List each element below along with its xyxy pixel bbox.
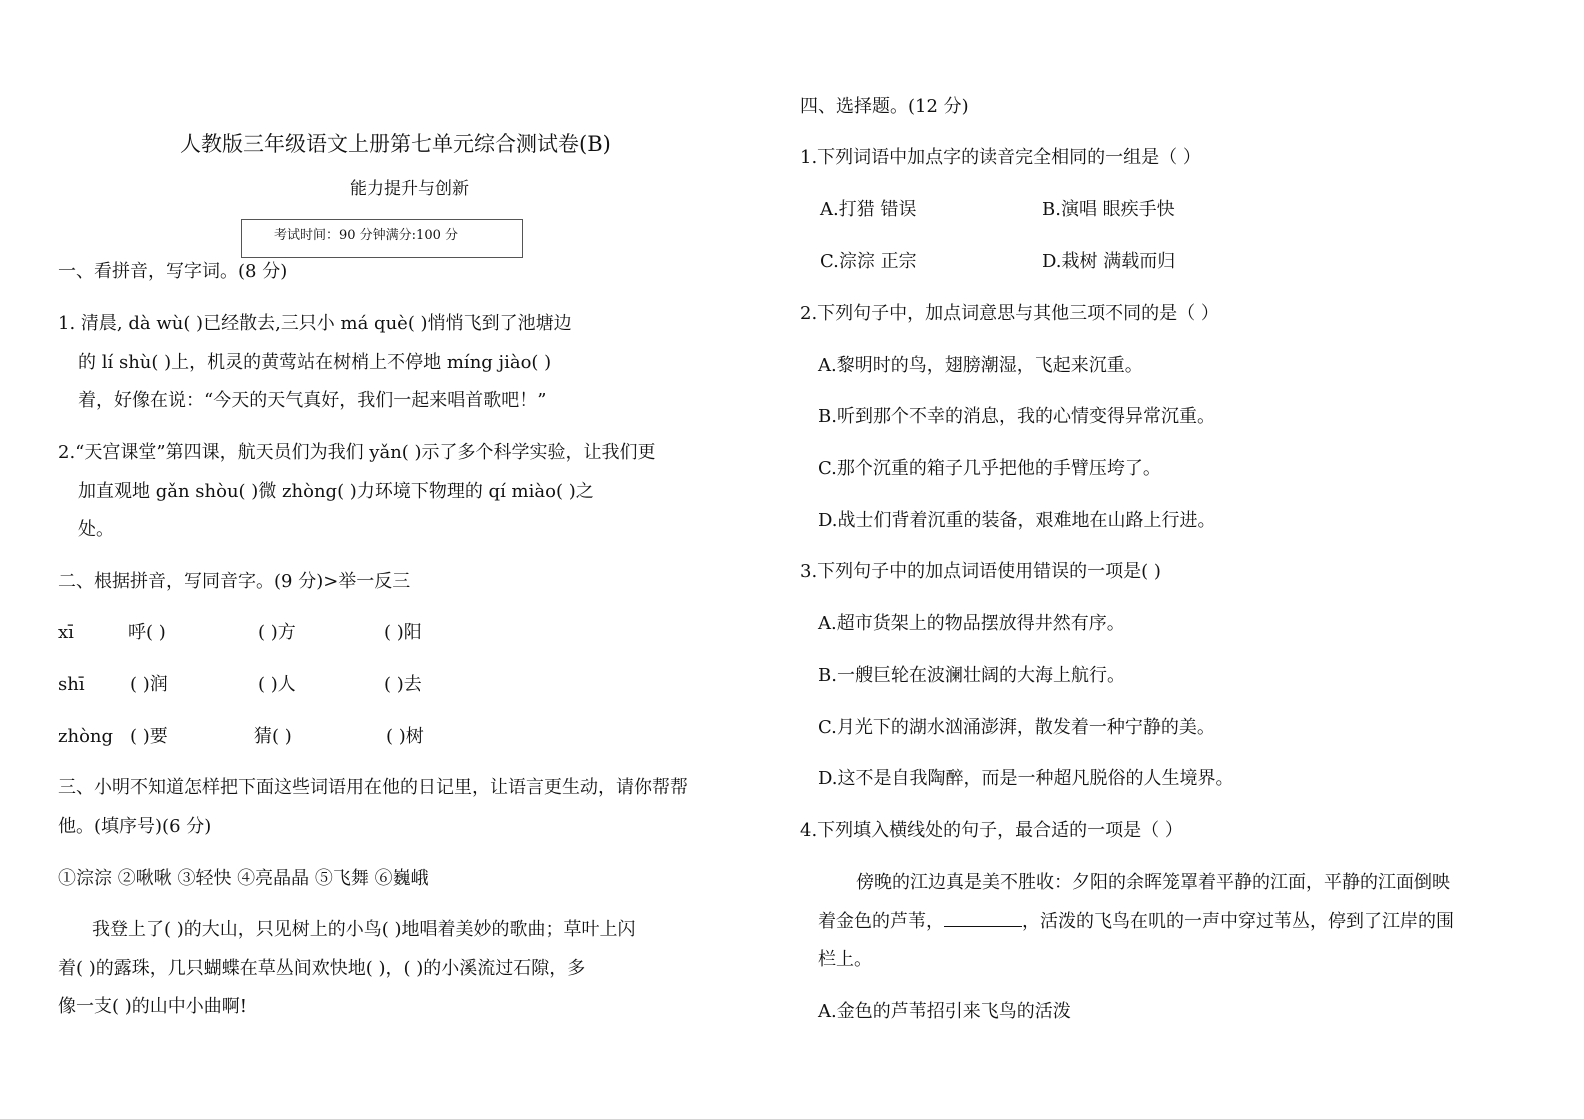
section-4-heading: 四、选择题。(12 分) (800, 96, 969, 117)
row-cell: ( )润 (130, 674, 168, 695)
q2-line-1: 2.“天宫课堂”第四课，航天员们为我们 yǎn( )示了多个科学实验，让我们更 (58, 442, 656, 463)
row-pinyin: shī (58, 674, 85, 695)
section-2-heading: 二、根据拼音，写同音字。(9 分)>举一反三 (58, 571, 411, 592)
mc2-option-c: C.那个沉重的箱子几乎把他的手臂压垮了。 (818, 458, 1161, 479)
row-cell: 呼( ) (128, 622, 166, 643)
section-3-heading-line-1: 三、小明不知道怎样把下面这些词语用在他的日记里，让语言更生动，请你帮帮 (58, 777, 688, 798)
mc3-option-c: C.月光下的湖水汹涌澎湃，散发着一种宁静的美。 (818, 717, 1215, 738)
row-cell: ( )去 (384, 674, 422, 695)
q2-line-3: 处。 (78, 519, 114, 540)
mc1-option-b: B.演唱 眼疾手快 (1042, 199, 1175, 220)
exam-info-text: 考试时间：90 分钟满分:100 分 (274, 228, 458, 243)
row-pinyin: xī (58, 622, 74, 643)
mc1-stem: 1.下列词语中加点字的读音完全相同的一组是（ ） (800, 147, 1201, 168)
mc4-stem: 4.下列填入横线处的句子，最合适的一项是（ ） (800, 820, 1183, 841)
diary-line-2: 着( )的露珠，几只蝴蝶在草丛间欢快地( )，( )的小溪流过石隙，多 (58, 958, 586, 979)
mc3-stem: 3.下列句子中的加点词语使用错误的一项是( ) (800, 561, 1161, 582)
q1-line-1: 1. 清晨, dà wù( )已经散去,三只小 má què( )悄悄飞到了池塘边 (58, 313, 572, 334)
page-subtitle: 能力提升与创新 (350, 179, 469, 199)
mc2-option-d: D.战士们背着沉重的装备，艰难地在山路上行进。 (818, 510, 1216, 531)
exam-info-box (241, 219, 523, 258)
mc4-passage-line-3: 栏上。 (818, 949, 872, 970)
page-title: 人教版三年级语文上册第七单元综合测试卷(B) (180, 132, 611, 156)
diary-line-3: 像一支( )的山中小曲啊! (58, 996, 247, 1017)
mc1-option-c: C.淙淙 正宗 (820, 251, 917, 272)
q1-line-2: 的 lí shù( )上，机灵的黄莺站在树梢上不停地 míng jiào( ) (78, 352, 552, 373)
mc4-passage-line-1: 傍晚的江边真是美不胜收：夕阳的余晖笼罩着平静的江面，平静的江面倒映 (856, 872, 1450, 893)
mc3-option-b: B.一艘巨轮在波澜壮阔的大海上航行。 (818, 665, 1125, 686)
mc2-option-a: A.黎明时的鸟，翅膀潮湿，飞起来沉重。 (818, 355, 1143, 376)
row-cell: ( )树 (386, 726, 424, 747)
q1-line-3: 着，好像在说：“今天的天气真好，我们一起来唱首歌吧！” (78, 390, 547, 411)
answer-blank-line (944, 910, 1022, 927)
section-1-heading: 一、看拼音，写字词。(8 分) (58, 261, 288, 282)
row-cell: 猜( ) (254, 726, 292, 747)
mc1-option-a: A.打猎 错误 (820, 199, 917, 220)
mc3-option-a: A.超市货架上的物品摆放得井然有序。 (818, 613, 1125, 634)
mc4-option-a: A.金色的芦苇招引来飞鸟的活泼 (818, 1001, 1071, 1022)
mc4-passage-line-2-start: 着金色的芦苇， (818, 911, 944, 932)
mc4-passage-line-2 (818, 910, 1454, 933)
row-pinyin: zhòng (58, 726, 114, 747)
mc2-option-b: B.听到那个不幸的消息，我的心情变得异常沉重。 (818, 406, 1215, 427)
mc1-option-d: D.栽树 满载而归 (1042, 251, 1176, 272)
row-cell: ( )要 (130, 726, 168, 747)
row-cell: ( )人 (258, 674, 296, 695)
row-cell: ( )阳 (384, 622, 422, 643)
section-3-heading-line-2: 他。(填序号)(6 分) (58, 816, 212, 837)
q2-line-2: 加直观地 gǎn shòu( )微 zhòng( )力环境下物理的 qí miào( )之 (78, 481, 594, 502)
word-options: ①淙淙 ②啾啾 ③轻快 ④亮晶晶 ⑤飞舞 ⑥巍峨 (58, 868, 429, 889)
row-cell: ( )方 (258, 622, 296, 643)
diary-line-1: 我登上了( )的大山，只见树上的小鸟( )地唱着美妙的歌曲；草叶上闪 (92, 919, 636, 940)
mc3-option-d: D.这不是自我陶醉，而是一种超凡脱俗的人生境界。 (818, 768, 1234, 789)
mc2-stem: 2.下列句子中，加点词意思与其他三项不同的是（ ） (800, 303, 1219, 324)
mc4-passage-line-2-end: ，活泼的飞鸟在叽的一声中穿过苇丛，停到了江岸的围 (1022, 911, 1454, 932)
